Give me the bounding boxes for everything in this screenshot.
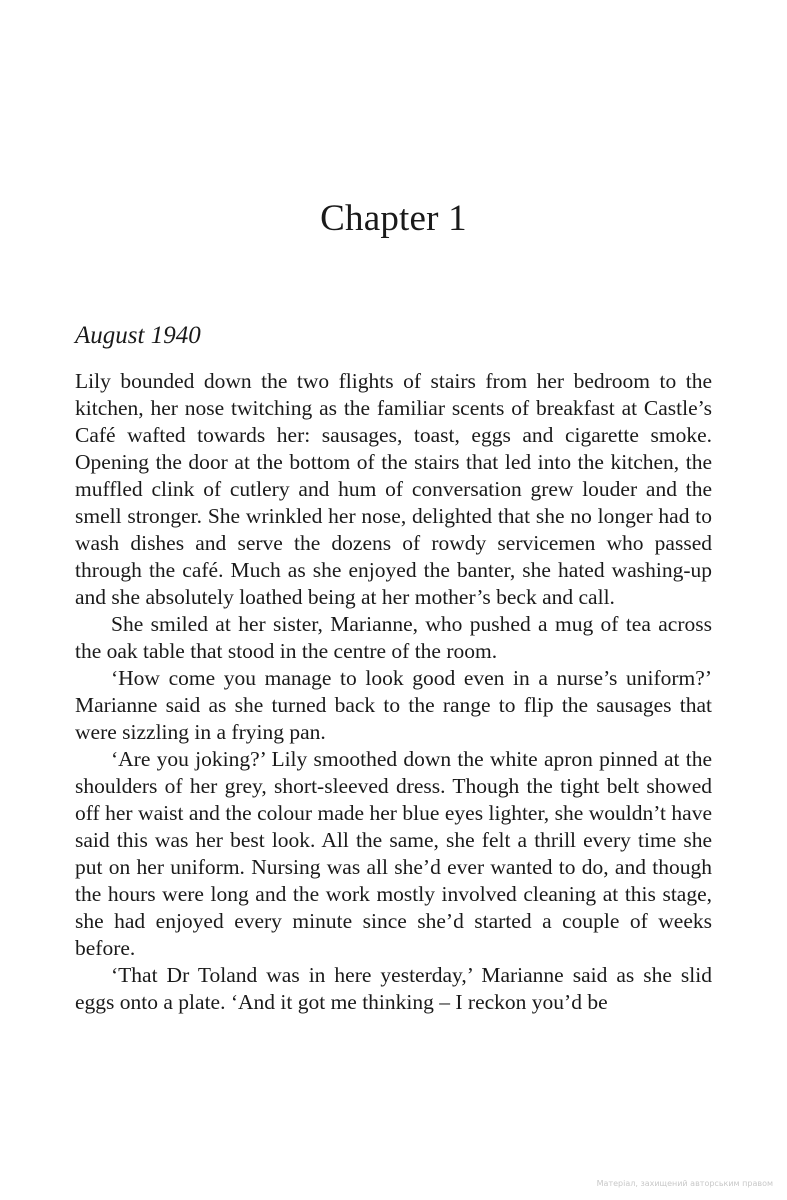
paragraph: She smiled at her sister, Marianne, who pushed a mug of tea across the oak table that stood in the centre of the room.: [75, 612, 712, 663]
paragraph: ‘Are you joking?’ Lily smoothed down the white apron pinned at the shoulders of her grey, short-sleeved dress. Though the tight belt showed off her waist and the colour made her blue eyes lighter, she wouldn’t have said this was her best look. All the same, she felt a thrill every time she put on her uniform. Nursing was all she’d ever wanted to do, and though the hours were long and the work mostly involved cleaning at this stage, she had enjoyed every minute since she’d started a couple of weeks before.: [75, 747, 712, 960]
paragraph: ‘How come you manage to look good even in a nurse’s uniform?’ Marianne said as she turned back to the range to flip the sausages that were sizzling in a frying pan.: [75, 666, 712, 744]
paragraph: Lily bounded down the two flights of stairs from her bedroom to the kitchen, her nose twitching as the familiar scents of breakfast at Castle’s Café wafted towards her: sausages, toast, eggs and cigarette smoke. Opening the door at the bottom of the stairs that led into the kitchen, the muffled clink of cutlery and hum of conversation grew louder and the smell stronger. She wrinkled her nose, delighted that she no longer had to wash dishes and serve the dozens of rowdy servicemen who passed through the café. Much as she enjoyed the banter, she hated washing-up and she absolutely loathed being at her mother’s beck and call.: [75, 369, 712, 609]
section-date: August 1940: [75, 322, 201, 349]
copyright-watermark: Матеріал, захищений авторським правом: [596, 1179, 773, 1188]
body-text: [75, 368, 712, 1016]
paragraph: ‘That Dr Toland was in here yesterday,’ Marianne said as she slid eggs onto a plate. ‘And it got me thinking – I reckon you’d be: [75, 963, 712, 1014]
chapter-title: Chapter 1: [320, 198, 467, 239]
